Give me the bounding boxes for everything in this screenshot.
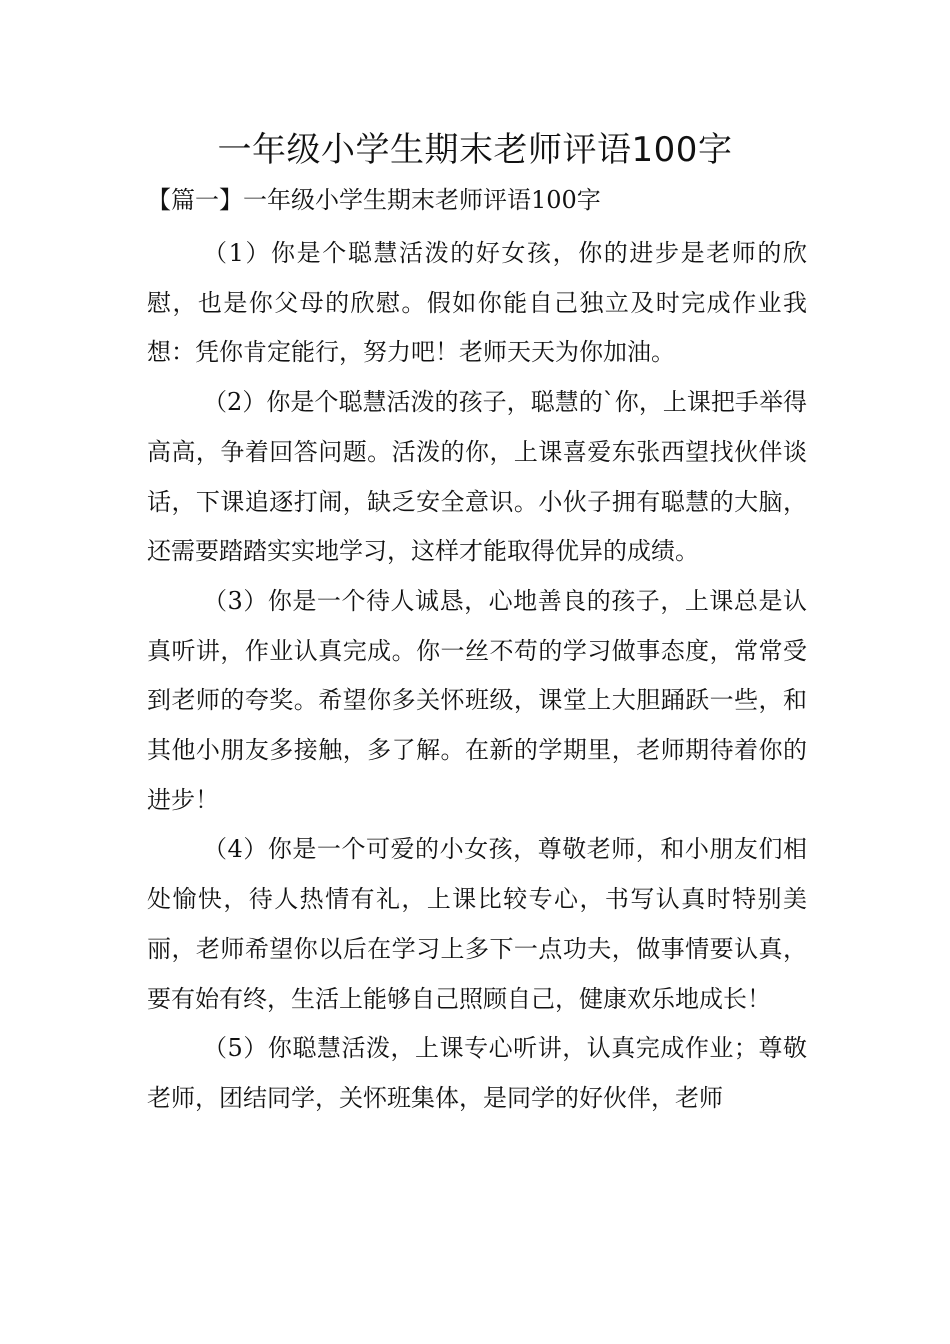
document-title: 一年级小学生期末老师评语100字 (217, 130, 733, 170)
paragraph-5: （5）你聪慧活泼，上课专心听讲，认真完成作业；尊敬老师，团结同学，关怀班集体，是同学的好伙伴，老师 (147, 1034, 807, 1112)
document-body (147, 229, 807, 1124)
paragraph-1: （1）你是个聪慧活泼的好女孩，你的进步是老师的欣慰，也是你父母的欣慰。假如你能自己独立及时完成作业我想：凭你肯定能行，努力吧！老师天天为你加油。 (147, 239, 807, 367)
paragraph-4: （4）你是一个可爱的小女孩，尊敬老师，和小朋友们相处愉快，待人热情有礼，上课比较专心，书写认真时特别美丽，老师希望你以后在学习上多下一点功夫，做事情要认真，要有始有终，生活上能够自己照顾自己，健康欢乐地成长！ (147, 835, 807, 1013)
paragraph-3: （3）你是一个待人诚恳，心地善良的孩子，上课总是认真听讲，作业认真完成。你一丝不苟的学习做事态度，常常受到老师的夸奖。希望你多关怀班级，课堂上大胆踊跃一些，和其他小朋友多接触，多了解。在新的学期里，老师期待着你的进步！ (147, 586, 807, 814)
section-heading: 【篇一】一年级小学生期末老师评语100字 (147, 186, 601, 214)
paragraph-2: （2）你是个聪慧活泼的孩子，聪慧的`你，上课把手举得高高，争着回答问题。活泼的你，上课喜爱东张西望找伙伴谈话，下课追逐打闹，缺乏安全意识。小伙子拥有聪慧的大脑，还需要踏踏实实地学习，这样才能取得优异的成绩。 (147, 388, 807, 566)
